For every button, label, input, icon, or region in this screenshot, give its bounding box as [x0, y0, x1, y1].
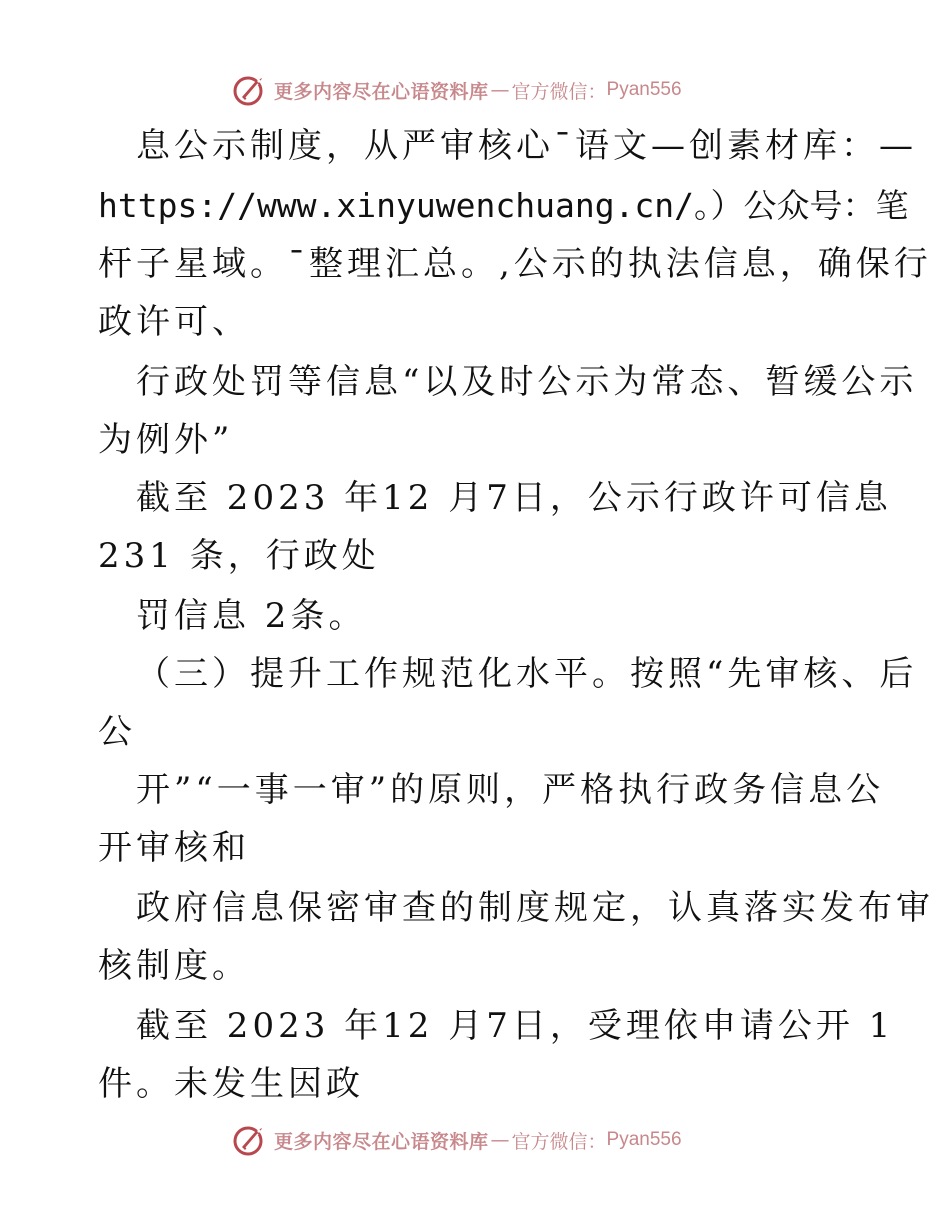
- body-line-16: 截至 2023 年12 月7日，受理依申请公开 1: [136, 1006, 895, 1046]
- footer-brand-text: 更多内容尽在心语资料库: [274, 1130, 489, 1153]
- header-wechat-label: 官方微信：: [511, 80, 607, 103]
- pen-nib-logo-icon: [232, 1122, 268, 1158]
- body-line-5: 行政处罚等信息“以及时公示为常态、暂缓公示: [136, 362, 918, 402]
- body-line-12: 开”“一事一审”的原则，严格执行政务信息公: [136, 770, 885, 810]
- header-banner: [232, 70, 682, 110]
- body-line-13: 开审核和: [98, 828, 250, 868]
- footer-wechat-id: Pyan556: [606, 1129, 682, 1150]
- body-line-1: 息公示制度，从严审核心¯语文—创素材库：—: [136, 126, 917, 166]
- body-line-7: 截至 2023 年12 月7日，公示行政许可信息: [136, 478, 892, 518]
- body-line-10: （三）提升工作规范化水平。按照“先审核、后: [136, 654, 918, 694]
- body-line-2: https://www.xinyuwenchuang.cn/。）公众号：笔: [98, 186, 909, 225]
- body-line-8: 231 条，行政处: [98, 536, 380, 576]
- pen-nib-logo-icon: [232, 72, 268, 108]
- body-line-17: 件。未发生因政: [98, 1064, 364, 1104]
- body-line-3: 杆子星域。¯整理汇总。,公示的执法信息，确保行: [98, 244, 932, 284]
- body-line-11: 公: [98, 712, 136, 752]
- header-wechat-id: Pyan556: [606, 79, 682, 100]
- body-line-15: 核制度。: [98, 946, 250, 986]
- header-separator: —: [490, 79, 510, 101]
- footer-separator: —: [490, 1129, 510, 1151]
- footer-wechat-label: 官方微信：: [511, 1130, 607, 1153]
- header-brand-text: 更多内容尽在心语资料库: [274, 80, 489, 103]
- footer-banner: [232, 1120, 682, 1160]
- body-line-9: 罚信息 2条。: [136, 596, 367, 636]
- body-line-4: 政许可、: [98, 302, 250, 342]
- body-line-6: 为例外”: [98, 420, 234, 460]
- body-line-14: 政府信息保密审查的制度规定，认真落实发布审: [136, 888, 934, 928]
